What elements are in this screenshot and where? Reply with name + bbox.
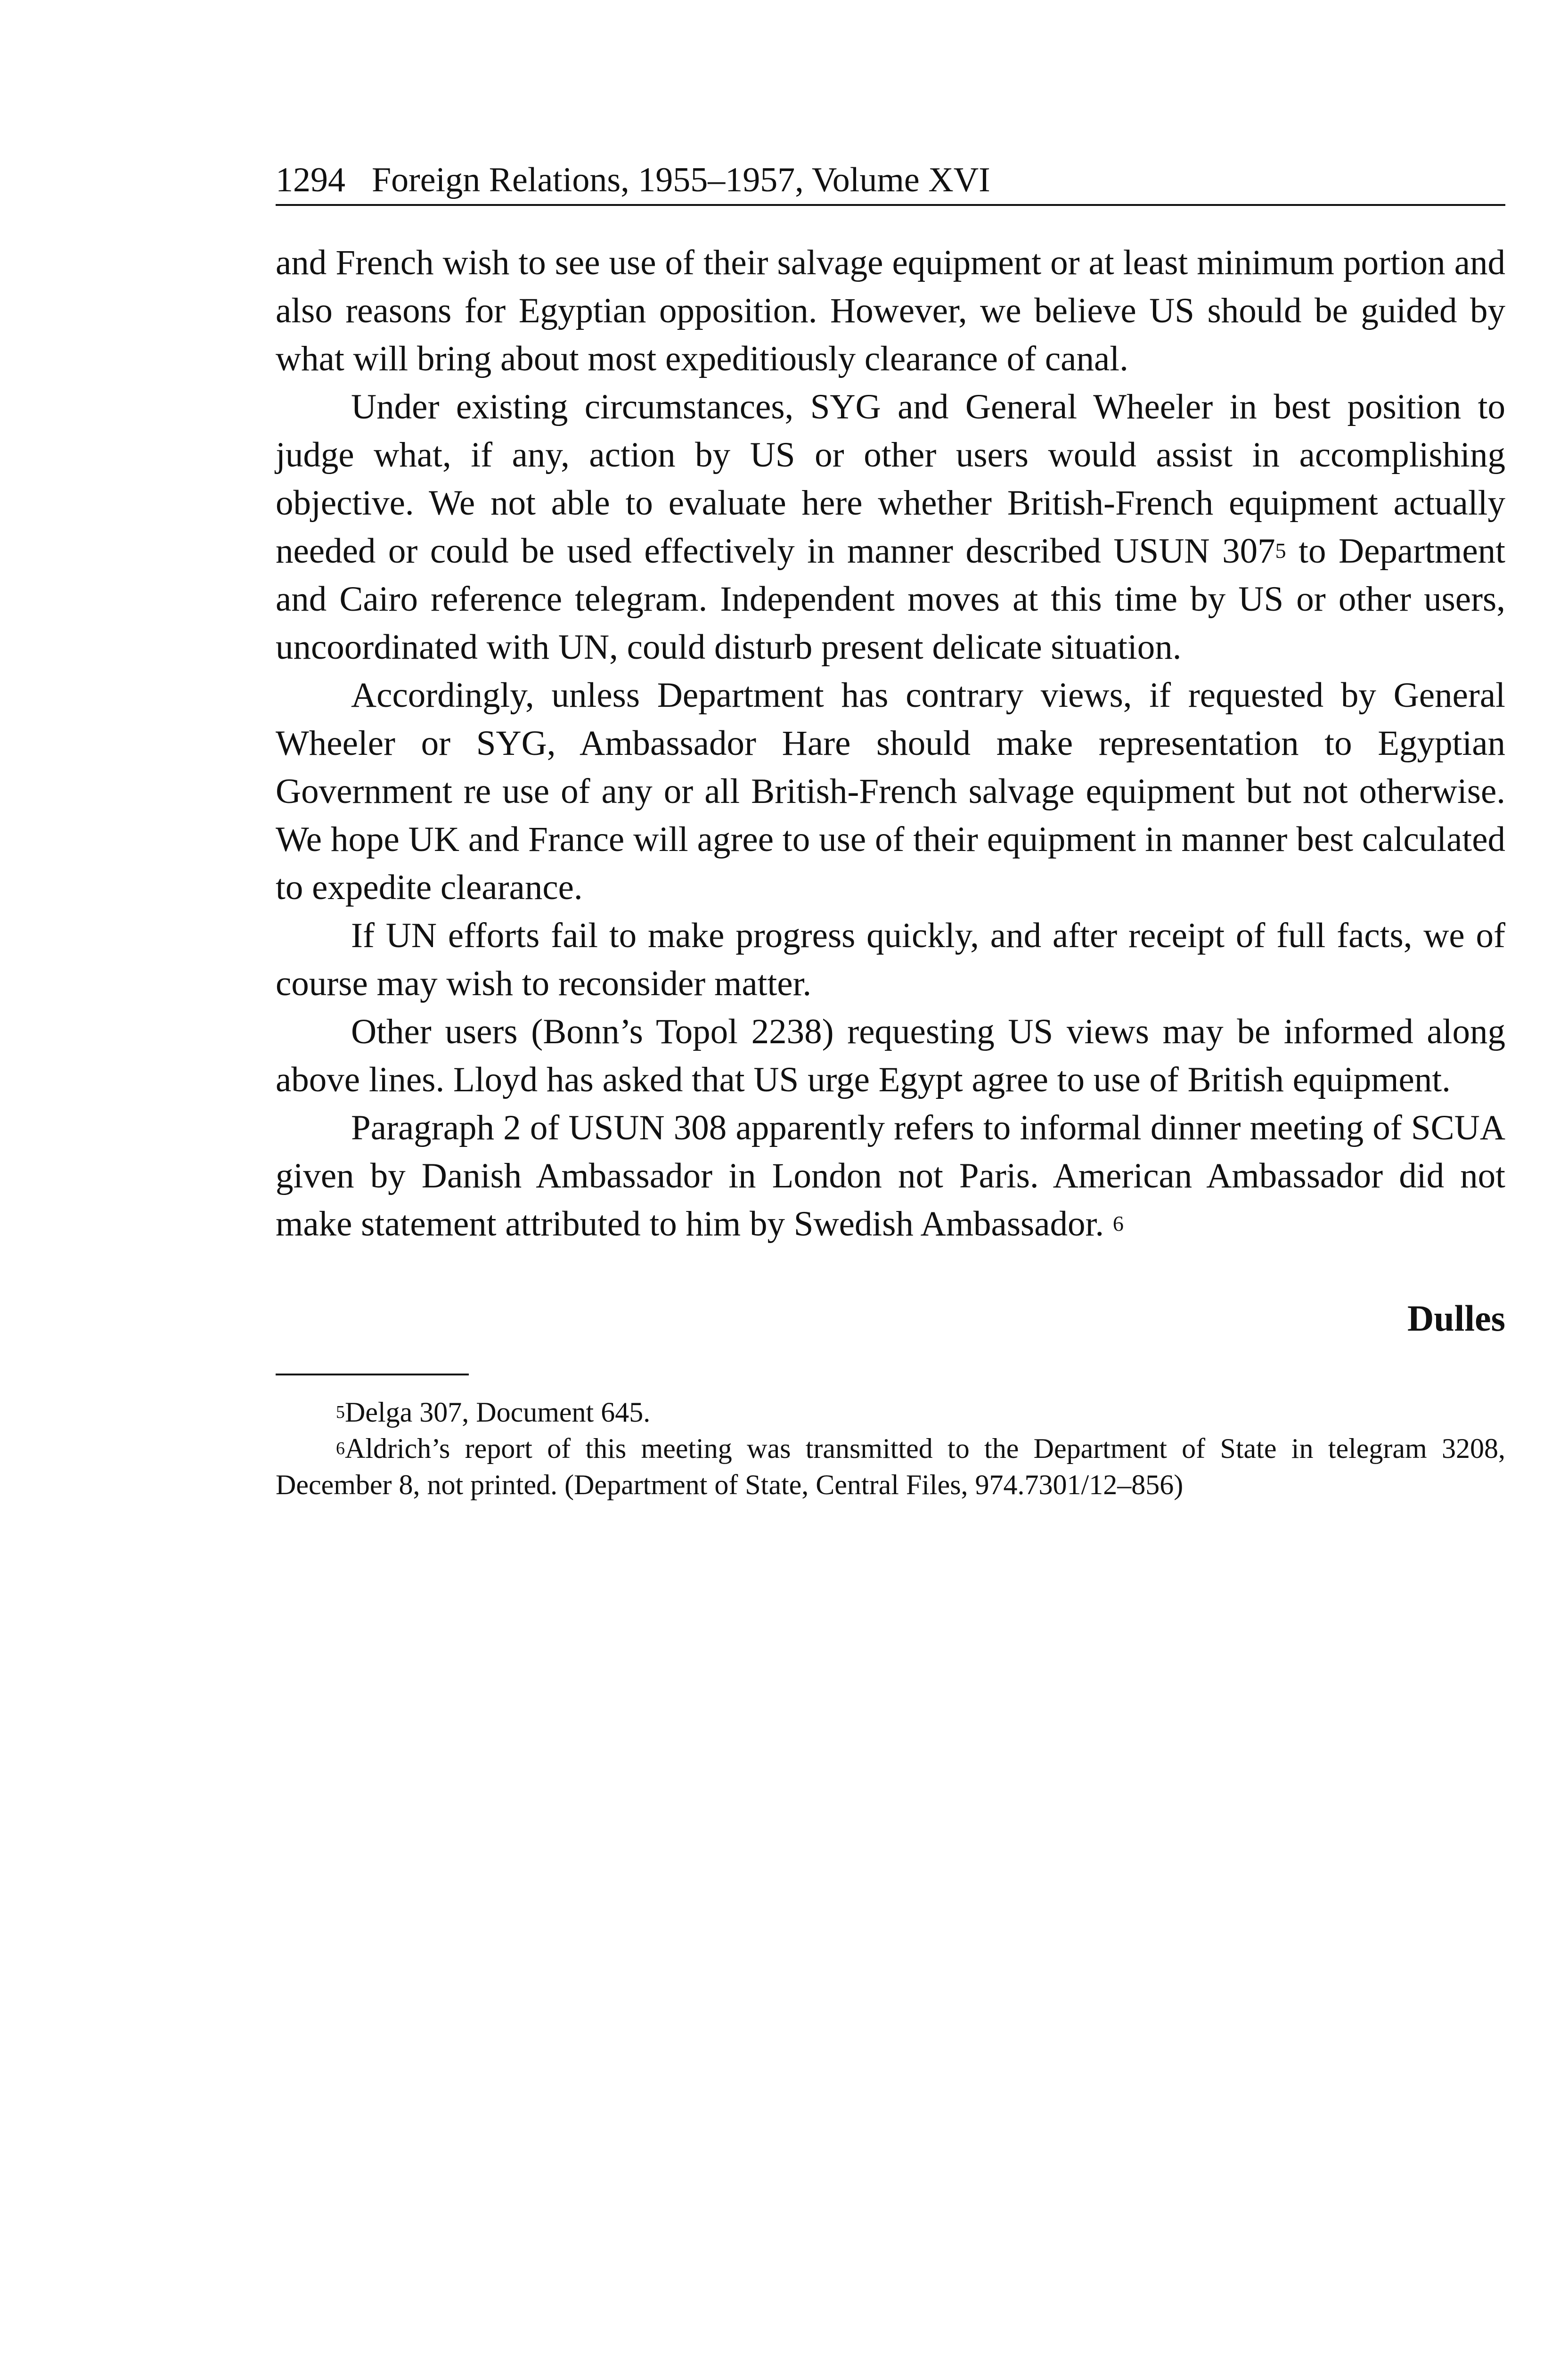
paragraph xyxy=(276,1104,1505,1248)
footnote xyxy=(276,1431,1505,1503)
footnotes xyxy=(276,1394,1505,1503)
paragraph-text: Under existing circumstances, SYG and General Wheeler in best position to judge what, if any, action by US or other users would assist in accomplishing objective. We not able to evaluate here whether British-French equipment actually needed or could be used effectively in manner described USUN 307 xyxy=(276,387,1505,571)
paragraph: Accordingly, unless Department has contrary views, if requested by General Wheeler or SYG, Ambassador Hare should make representation to Egyptian Government re use of any or all British-French salvage equipment but not otherwise. We hope UK and France will agree to use of their equipment in manner best calculated to expedite clearance. xyxy=(276,676,1505,907)
body-text xyxy=(276,239,1505,1248)
footnote-ref-5: 5 xyxy=(1275,539,1286,563)
footnote-number: 5 xyxy=(336,1402,345,1422)
paragraph-continuation: and French wish to see use of their salvage equipment or at least minimum portion and also reasons for Egyptian opposition. However, we believe US should be guided by what will bring about most expeditiously clearance of canal. xyxy=(276,243,1505,378)
paragraph: If UN efforts fail to make progress quickly, and after receipt of full facts, we of course may wish to reconsider matter. xyxy=(276,916,1505,1003)
footnote-divider xyxy=(276,1374,469,1375)
footnote-text: Delga 307, Document 645. xyxy=(345,1397,651,1428)
paragraph xyxy=(276,383,1505,671)
footnote-number: 6 xyxy=(336,1439,345,1458)
running-header xyxy=(276,163,1505,206)
signature: Dulles xyxy=(1407,1298,1505,1339)
footnote xyxy=(276,1394,1505,1431)
paragraph-text: Paragraph 2 of USUN 308 apparently refers to informal dinner meeting of SCUA given by Danish Ambassador in London not Paris. American Ambassador did not make statement attributed to him by Swedish Ambassador. xyxy=(276,1108,1505,1243)
paragraph-text: to Department and Cairo reference telegram. Independent moves at this time by US or other users, uncoordinated with UN, could disturb present delicate situation. xyxy=(276,532,1505,667)
footnote-ref-6: 6 xyxy=(1112,1211,1124,1235)
footnote-text: Aldrich’s report of this meeting was transmitted to the Department of State in telegram 3208, December 8, not printed. (Department of State, Central Files, 974.7301/12–856) xyxy=(276,1433,1505,1500)
document-page xyxy=(276,163,1505,1503)
page-number: 1294 xyxy=(276,161,345,199)
running-title: Foreign Relations, 1955–1957, Volume XVI xyxy=(372,161,990,199)
paragraph: Other users (Bonn’s Topol 2238) requesting US views may be informed along above lines. Lloyd has asked that US urge Egypt agree to use of British equipment. xyxy=(276,1012,1505,1099)
